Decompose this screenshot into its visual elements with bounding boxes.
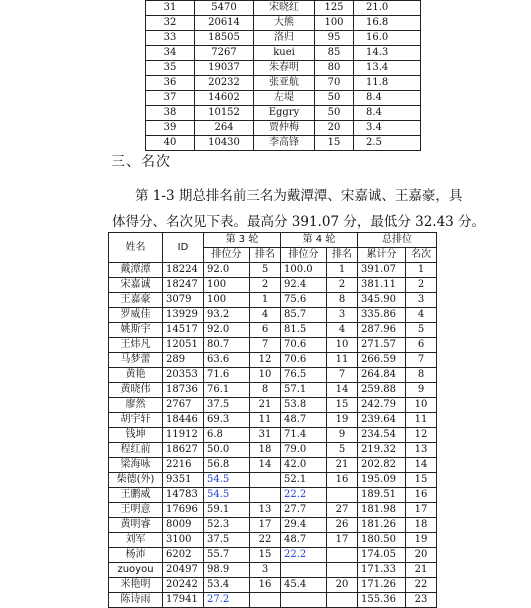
- cell-round-4-score: 22.2: [281, 488, 327, 503]
- cell-place: 12: [406, 428, 437, 443]
- cell-cumulative: 259.88: [358, 383, 406, 398]
- cell-round-3-score: 56.8: [204, 458, 250, 473]
- table-row: [146, 91, 421, 106]
- cell-points: 8.4: [354, 106, 421, 121]
- cell-round-4-rank: 20: [327, 578, 358, 593]
- cell-place: 20: [406, 548, 437, 563]
- ranking-table-body: [109, 263, 437, 608]
- cell-cumulative: 171.26: [358, 578, 406, 593]
- score-table-body: [146, 1, 421, 151]
- cell-name: 戴潭潭: [109, 263, 163, 278]
- cell-round-3-score: 50.0: [204, 443, 250, 458]
- table-row: [109, 473, 437, 488]
- cell-score: 125: [315, 1, 354, 16]
- cell-name: 廖然: [109, 398, 163, 413]
- ranking-table-header: [109, 233, 437, 263]
- cell-id: 20242: [163, 578, 204, 593]
- cell-id: 17696: [163, 503, 204, 518]
- cell-round-4-rank: [327, 548, 358, 563]
- cell-round-3-rank: 1: [250, 293, 281, 308]
- cell-round-3-rank: 21: [250, 398, 281, 413]
- cell-name: 贾仲梅: [254, 121, 315, 136]
- cell-round-4-rank: 14: [327, 383, 358, 398]
- summary-paragraph-line-1: 第 1-3 期总排名前三名为戴潭潭、宋嘉诚、王嘉豪，具: [135, 188, 463, 204]
- cell-place: 9: [406, 383, 437, 398]
- cell-name: 程红前: [109, 443, 163, 458]
- cell-cumulative: 174.05: [358, 548, 406, 563]
- cell-cumulative: 234.54: [358, 428, 406, 443]
- cell-round-3-score: 53.4: [204, 578, 250, 593]
- header-total: 总排位: [358, 233, 437, 248]
- cell-id: 12051: [163, 338, 204, 353]
- cell-cumulative: 271.57: [358, 338, 406, 353]
- cell-round-3-score: 93.2: [204, 308, 250, 323]
- table-row: [146, 61, 421, 76]
- cell-place: 17: [406, 503, 437, 518]
- cell-place: 15: [406, 473, 437, 488]
- cell-id: 18505: [195, 31, 254, 46]
- cell-place: 4: [406, 308, 437, 323]
- cell-name: 黄明睿: [109, 518, 163, 533]
- cell-score: 85: [315, 46, 354, 61]
- table-row: [109, 593, 437, 608]
- cell-round-3-rank: 22: [250, 533, 281, 548]
- cell-id: 14517: [163, 323, 204, 338]
- table-row: [146, 46, 421, 61]
- cell-round-3-score: 54.5: [204, 473, 250, 488]
- cell-id: 8009: [163, 518, 204, 533]
- cell-score: 80: [315, 61, 354, 76]
- cell-place: 18: [406, 518, 437, 533]
- cell-round-3-score: 54.5: [204, 488, 250, 503]
- cell-round-3-rank: 4: [250, 308, 281, 323]
- cell-round-4-score: 85.7: [281, 308, 327, 323]
- cell-round-4-score: 79.0: [281, 443, 327, 458]
- cell-round-4-score: 29.4: [281, 518, 327, 533]
- cell-points: 14.3: [354, 46, 421, 61]
- cell-round-4-score: [281, 593, 327, 608]
- cell-name: Eggry: [254, 106, 315, 121]
- table-row: [109, 428, 437, 443]
- cell-cumulative: 202.82: [358, 458, 406, 473]
- cell-id: 9351: [163, 473, 204, 488]
- cell-round-4-rank: [327, 488, 358, 503]
- cell-id: 18247: [163, 278, 204, 293]
- table-row: [109, 338, 437, 353]
- cell-place: 14: [406, 458, 437, 473]
- cell-name: 李高锋: [254, 136, 315, 151]
- cell-name: 陈诗雨: [109, 593, 163, 608]
- table-row: [146, 121, 421, 136]
- cell-round-4-rank: 10: [327, 338, 358, 353]
- cell-id: 20353: [163, 368, 204, 383]
- cell-round-4-score: 48.7: [281, 533, 327, 548]
- cell-round-4-score: 22.2: [281, 548, 327, 563]
- cell-place: 10: [406, 398, 437, 413]
- cell-round-4-score: 52.1: [281, 473, 327, 488]
- cell-no: 32: [146, 16, 195, 31]
- header-round-4-score: 排位分: [281, 248, 327, 263]
- cell-round-3-score: 71.6: [204, 368, 250, 383]
- table-row: [109, 443, 437, 458]
- cell-name: 朱春明: [254, 61, 315, 76]
- cell-no: 39: [146, 121, 195, 136]
- cell-cumulative: 381.11: [358, 278, 406, 293]
- cell-round-3-rank: 3: [250, 563, 281, 578]
- cell-score: 50: [315, 91, 354, 106]
- cell-round-4-rank: [327, 593, 358, 608]
- cell-round-3-rank: 13: [250, 503, 281, 518]
- cell-round-4-rank: 21: [327, 458, 358, 473]
- cell-name: 梁海咏: [109, 458, 163, 473]
- table-row: [109, 488, 437, 503]
- cell-id: 6202: [163, 548, 204, 563]
- header-round-3-rank: 排名: [250, 248, 281, 263]
- header-round-3-score: 排位分: [204, 248, 250, 263]
- cell-round-3-rank: 15: [250, 548, 281, 563]
- cell-cumulative: 266.59: [358, 353, 406, 368]
- cell-no: 40: [146, 136, 195, 151]
- cell-round-4-score: 75.6: [281, 293, 327, 308]
- cell-no: 37: [146, 91, 195, 106]
- cell-round-3-score: 37.5: [204, 533, 250, 548]
- cell-round-3-rank: [250, 488, 281, 503]
- cell-cumulative: 335.86: [358, 308, 406, 323]
- cell-no: 33: [146, 31, 195, 46]
- cell-round-3-rank: 31: [250, 428, 281, 443]
- cell-cumulative: 345.90: [358, 293, 406, 308]
- table-row: [109, 503, 437, 518]
- cell-name: 宋嘉诚: [109, 278, 163, 293]
- cell-round-3-score: 98.9: [204, 563, 250, 578]
- cell-round-4-rank: 2: [327, 278, 358, 293]
- cell-round-3-rank: 10: [250, 368, 281, 383]
- cell-round-3-score: 27.2: [204, 593, 250, 608]
- cell-name: kuei: [254, 46, 315, 61]
- cell-name: 王明意: [109, 503, 163, 518]
- cell-cumulative: 171.33: [358, 563, 406, 578]
- cell-round-4-score: 76.5: [281, 368, 327, 383]
- cell-round-4-rank: 19: [327, 413, 358, 428]
- cell-name: 米艳明: [109, 578, 163, 593]
- cell-no: 31: [146, 1, 195, 16]
- cell-name: 罗威佳: [109, 308, 163, 323]
- table-row: [109, 398, 437, 413]
- cell-name: 张亚航: [254, 76, 315, 91]
- cell-points: 11.8: [354, 76, 421, 91]
- cell-round-3-score: 92.0: [204, 263, 250, 278]
- cell-points: 2.5: [354, 136, 421, 151]
- cell-round-4-score: 53.8: [281, 398, 327, 413]
- cell-round-4-score: 48.7: [281, 413, 327, 428]
- cell-cumulative: 189.51: [358, 488, 406, 503]
- header-cumulative: 累计分: [358, 248, 406, 263]
- cell-id: 289: [163, 353, 204, 368]
- cell-name: 姚斯宇: [109, 323, 163, 338]
- cell-round-4-rank: 15: [327, 398, 358, 413]
- cell-id: 3100: [163, 533, 204, 548]
- cell-round-4-score: 70.6: [281, 353, 327, 368]
- cell-round-3-score: 63.6: [204, 353, 250, 368]
- cell-name: 钱坤: [109, 428, 163, 443]
- cell-round-4-rank: 16: [327, 473, 358, 488]
- cell-round-4-score: 70.6: [281, 338, 327, 353]
- summary-paragraph-line-2: 体得分、名次见下表。最高分 391.07 分，最低分 32.43 分。: [112, 214, 486, 230]
- table-row: [146, 16, 421, 31]
- cell-place: 22: [406, 578, 437, 593]
- cell-round-3-score: 52.3: [204, 518, 250, 533]
- cell-name: 杨沛: [109, 548, 163, 563]
- cell-round-4-score: 100.0: [281, 263, 327, 278]
- cell-no: 34: [146, 46, 195, 61]
- cell-id: 18224: [163, 263, 204, 278]
- cell-id: 18627: [163, 443, 204, 458]
- cell-name: 柴德(外): [109, 473, 163, 488]
- cell-cumulative: 287.96: [358, 323, 406, 338]
- table-row: [109, 263, 437, 278]
- cell-cumulative: 155.36: [358, 593, 406, 608]
- cell-place: 5: [406, 323, 437, 338]
- cell-round-3-rank: 6: [250, 323, 281, 338]
- cell-round-4-rank: 3: [327, 308, 358, 323]
- cell-round-4-score: 71.4: [281, 428, 327, 443]
- table-row: [109, 308, 437, 323]
- cell-round-3-rank: 11: [250, 413, 281, 428]
- cell-id: 2216: [163, 458, 204, 473]
- table-row: [109, 293, 437, 308]
- cell-name: 马梦蕾: [109, 353, 163, 368]
- cell-id: 17941: [163, 593, 204, 608]
- ranking-table: [108, 232, 437, 608]
- cell-score: 15: [315, 136, 354, 151]
- table-row: [109, 578, 437, 593]
- cell-name: 左堤: [254, 91, 315, 106]
- table-row: [109, 368, 437, 383]
- header-round-4-rank: 排名: [327, 248, 358, 263]
- cell-name: 王炜凡: [109, 338, 163, 353]
- cell-id: 10430: [195, 136, 254, 151]
- cell-round-3-rank: 8: [250, 383, 281, 398]
- cell-score: 95: [315, 31, 354, 46]
- table-row: [109, 383, 437, 398]
- cell-name: 王嘉豪: [109, 293, 163, 308]
- cell-place: 2: [406, 278, 437, 293]
- cell-points: 13.4: [354, 61, 421, 76]
- cell-name: 黄晓伟: [109, 383, 163, 398]
- cell-round-4-score: 92.4: [281, 278, 327, 293]
- cell-round-4-score: 42.0: [281, 458, 327, 473]
- cell-round-4-rank: 26: [327, 518, 358, 533]
- cell-round-4-rank: 7: [327, 368, 358, 383]
- cell-name: 黄艳: [109, 368, 163, 383]
- cell-round-3-score: 37.5: [204, 398, 250, 413]
- table-row: [109, 353, 437, 368]
- cell-name: 胡宇轩: [109, 413, 163, 428]
- table-row: [146, 76, 421, 91]
- cell-id: 20497: [163, 563, 204, 578]
- cell-name: 洛归: [254, 31, 315, 46]
- cell-round-3-rank: 5: [250, 263, 281, 278]
- table-row: [109, 413, 437, 428]
- header-round-4: 第 4 轮: [281, 233, 358, 248]
- cell-place: 3: [406, 293, 437, 308]
- cell-name: 宋晓红: [254, 1, 315, 16]
- cell-score: 100: [315, 16, 354, 31]
- table-row: [109, 533, 437, 548]
- cell-id: 3079: [163, 293, 204, 308]
- cell-points: 16.0: [354, 31, 421, 46]
- section-heading: 三、名次: [111, 154, 171, 170]
- cell-round-4-score: [281, 563, 327, 578]
- cell-place: 23: [406, 593, 437, 608]
- table-row: [109, 563, 437, 578]
- cell-id: 20614: [195, 16, 254, 31]
- table-row: [109, 323, 437, 338]
- cell-round-3-score: 6.8: [204, 428, 250, 443]
- cell-score: 70: [315, 76, 354, 91]
- cell-place: 11: [406, 413, 437, 428]
- cell-round-3-rank: [250, 473, 281, 488]
- cell-round-4-score: 27.7: [281, 503, 327, 518]
- cell-round-3-rank: [250, 593, 281, 608]
- cell-round-4-rank: 11: [327, 353, 358, 368]
- cell-no: 36: [146, 76, 195, 91]
- score-table-continued: [145, 0, 421, 151]
- cell-place: 16: [406, 488, 437, 503]
- cell-id: 14783: [163, 488, 204, 503]
- cell-id: 18736: [163, 383, 204, 398]
- table-row: [146, 31, 421, 46]
- cell-name: 王鹏威: [109, 488, 163, 503]
- table-row: [109, 458, 437, 473]
- cell-id: 20232: [195, 76, 254, 91]
- cell-id: 7267: [195, 46, 254, 61]
- cell-round-4-rank: 4: [327, 323, 358, 338]
- cell-points: 21.0: [354, 1, 421, 16]
- cell-place: 8: [406, 368, 437, 383]
- cell-cumulative: 239.64: [358, 413, 406, 428]
- cell-round-4-score: 81.5: [281, 323, 327, 338]
- cell-name: 大熊: [254, 16, 315, 31]
- cell-cumulative: 219.32: [358, 443, 406, 458]
- cell-round-4-rank: 27: [327, 503, 358, 518]
- cell-round-4-rank: 5: [327, 443, 358, 458]
- cell-round-3-rank: 7: [250, 338, 281, 353]
- cell-id: 19037: [195, 61, 254, 76]
- cell-round-4-score: 45.4: [281, 578, 327, 593]
- cell-id: 264: [195, 121, 254, 136]
- cell-id: 14602: [195, 91, 254, 106]
- cell-id: 13929: [163, 308, 204, 323]
- cell-place: 6: [406, 338, 437, 353]
- cell-round-4-rank: 1: [327, 263, 358, 278]
- cell-round-3-rank: 2: [250, 278, 281, 293]
- cell-round-4-rank: 17: [327, 533, 358, 548]
- cell-id: 5470: [195, 1, 254, 16]
- header-name: 姓名: [109, 233, 163, 263]
- cell-round-3-rank: 16: [250, 578, 281, 593]
- header-round-3: 第 3 轮: [204, 233, 281, 248]
- cell-cumulative: 195.09: [358, 473, 406, 488]
- cell-place: 7: [406, 353, 437, 368]
- header-place: 名次: [406, 248, 437, 263]
- cell-no: 38: [146, 106, 195, 121]
- cell-place: 1: [406, 263, 437, 278]
- cell-round-4-rank: [327, 563, 358, 578]
- cell-round-4-score: 57.1: [281, 383, 327, 398]
- cell-round-4-rank: 8: [327, 293, 358, 308]
- cell-score: 50: [315, 106, 354, 121]
- cell-score: 20: [315, 121, 354, 136]
- table-row: [109, 278, 437, 293]
- cell-round-3-rank: 12: [250, 353, 281, 368]
- table-row: [146, 136, 421, 151]
- cell-round-4-rank: 9: [327, 428, 358, 443]
- cell-id: 11912: [163, 428, 204, 443]
- cell-round-3-rank: 18: [250, 443, 281, 458]
- cell-name: zuoyou: [109, 563, 163, 578]
- cell-cumulative: 181.26: [358, 518, 406, 533]
- cell-points: 16.8: [354, 16, 421, 31]
- cell-round-3-score: 100: [204, 278, 250, 293]
- table-row: [146, 1, 421, 16]
- cell-points: 3.4: [354, 121, 421, 136]
- cell-no: 35: [146, 61, 195, 76]
- cell-place: 13: [406, 443, 437, 458]
- table-row: [109, 518, 437, 533]
- cell-cumulative: 264.84: [358, 368, 406, 383]
- cell-round-3-score: 55.7: [204, 548, 250, 563]
- cell-place: 19: [406, 533, 437, 548]
- cell-round-3-score: 92.0: [204, 323, 250, 338]
- cell-round-3-score: 59.1: [204, 503, 250, 518]
- cell-id: 2767: [163, 398, 204, 413]
- cell-round-3-score: 100: [204, 293, 250, 308]
- table-row: [109, 548, 437, 563]
- cell-id: 18446: [163, 413, 204, 428]
- header-id: ID: [163, 233, 204, 263]
- cell-round-3-rank: 14: [250, 458, 281, 473]
- cell-cumulative: 242.79: [358, 398, 406, 413]
- cell-round-3-rank: 17: [250, 518, 281, 533]
- cell-round-3-score: 76.1: [204, 383, 250, 398]
- cell-id: 10152: [195, 106, 254, 121]
- cell-cumulative: 180.50: [358, 533, 406, 548]
- cell-points: 8.4: [354, 91, 421, 106]
- cell-cumulative: 181.98: [358, 503, 406, 518]
- cell-name: 刘军: [109, 533, 163, 548]
- cell-cumulative: 391.07: [358, 263, 406, 278]
- table-row: [146, 106, 421, 121]
- cell-round-3-score: 69.3: [204, 413, 250, 428]
- cell-round-3-score: 80.7: [204, 338, 250, 353]
- cell-place: 21: [406, 563, 437, 578]
